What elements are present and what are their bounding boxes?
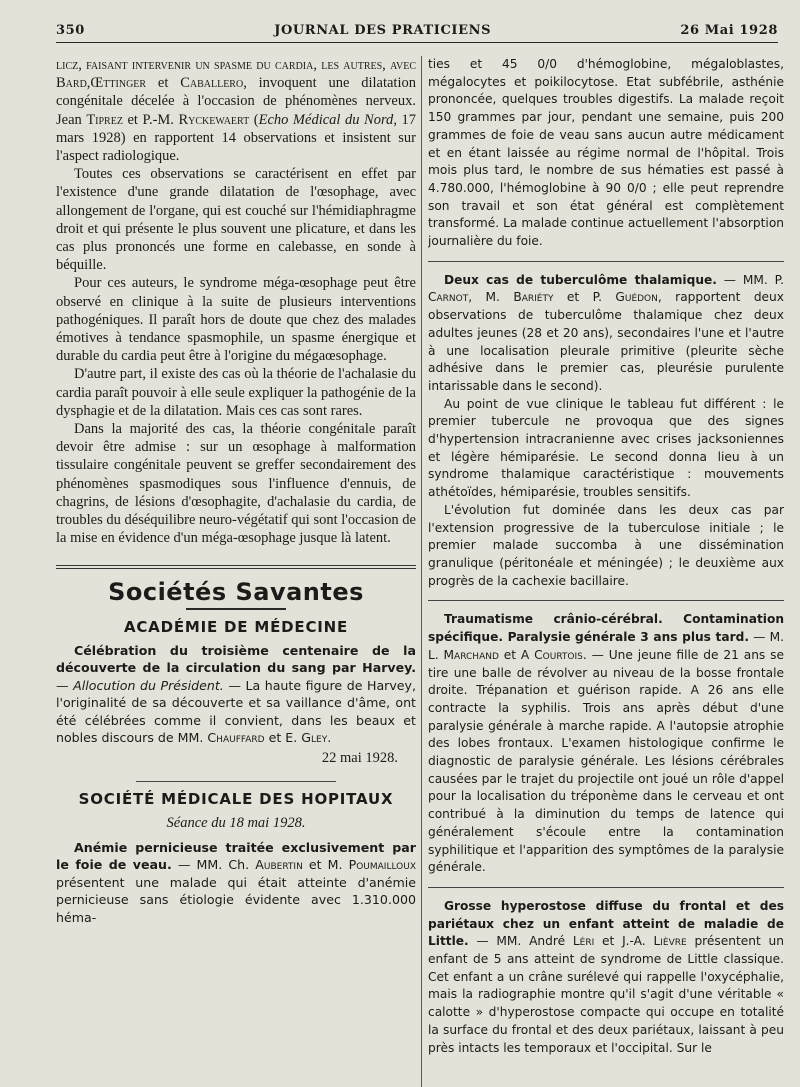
paragraph: Dans la majorité des cas, la théorie congénitale paraît devoir être admise : sur un œsophage à malformation tissulaire congénitale peuvent se greffer secondairement des phénomènes spasmodiques sous l'influence d'ennuis, de chagrins, de lésions d'œsophagite, d'achalasie du cardia, de troubles du déséquilibre neuro-végétatif qui sont l'occasion de la mise en évidence d'un méga-œsophage jusque là latent. <box>56 421 416 547</box>
seance-date: Séance du 18 mai 1928. <box>166 815 306 832</box>
paragraph: Toutes ces observations se caractérisent en effet par l'existence d'une grande dilatation de l'œsophage, avec allongement de l'organe, qui est couché sur l'hémidiaphragme droit et qui présente le plus souvent une plicature, et dans les cas plus prononcés une forme en calebasse, en sonde à béquille. <box>56 166 416 274</box>
article-hyperostose: Grosse hyperostose diffuse du frontal et des pariétaux chez un enfant atteint de maladie de Little. — MM. André Léri et J.-A. Lièvre présentent un enfant de 5 ans atteint de syndrome de Little classique. Cet enfant a un crâne surélevé qui rappelle l'oxycéphalie, mais la radiographie montre qu'il s'agit d'une véritable « calotte » d'hyperostose compacte qui occupe en totalité la surface du frontal et des deux pariétaux, laissant à peu près intacts les temporaux et l'occipital. Sur le <box>428 898 784 1055</box>
paragraph: L'évolution fut dominée dans les deux cas par l'extension progressive de la tuberculose initiale ; le premier malade succomba à une dissémination granulique (péritonéale et méningée) ; le deuxième aux progrès de la cachexie bacillaire. <box>428 502 784 588</box>
page-header <box>56 18 778 43</box>
subsection-title-hopitaux: SOCIÉTÉ MÉDICALE DES HOPITAUX <box>78 790 394 809</box>
column-divider <box>421 56 422 1087</box>
article-date: 22 mai 1928. <box>321 749 398 766</box>
paragraph: ties et 45 0/0 d'hémoglobine, mégaloblastes, mégalocytes et poikilocytose. Etat subfébrile, asthénie prononcée, quelques troubles digestifs. La malade reçoit 150 grammes par jour, pendant une semaine, puis 200 grammes de foie de veau sans aucun autre médicament et en étant laissée au régime normal de l'hôpital. Trois mois plus tard, le nombre de sus hématies est passé à 4.780.000, l'hémoglobine à 90 0/0 ; elle peut reprendre son travail et son état général est complètement transformé. La malade continue actuellement l'absorption journalière du foie. <box>428 57 784 249</box>
article-anemie: Anémie pernicieuse traitée exclusivement par le foie de veau. — MM. Ch. Aubertin et M. Poumailloux présentent une malade qui était atteinte d'anémie pernicieuse sans étiologie évidente avec 1.310.000 héma- <box>56 839 416 925</box>
article-separator <box>428 887 784 888</box>
section-title: Sociétés Savantes <box>108 578 364 607</box>
issue-date: 26 Mai 1928 <box>680 22 778 38</box>
paragraph: licz, faisant intervenir un spasme du cardia, les autres, avec Bard,Œttinger et Caballero, invoquent une dilatation congénitale décelée à l'occasion de phénomènes nerveux. Jean Tiprez et P.-M. Ryckewaert (Echo Médical du Nord, 17 mars 1928) en rapportent 14 observations et insistent sur l'aspect radiologique. <box>56 57 416 165</box>
page-number: 350 <box>56 22 85 38</box>
article-separator <box>428 600 784 601</box>
article-separator <box>428 261 784 262</box>
paragraph: D'autre part, il existe des cas où la théorie de l'achalasie du cardia paraît pouvoir à elle seule expliquer la pathogénie de la dysphagie et de la dilatation. Mais ces cas sont rares. <box>56 366 416 419</box>
article-academie: Célébration du troisième centenaire de la découverte de la circulation du sang par Harvey. — Allocution du Président. — La haute figure de Harvey, l'originalité de sa découverte et sa vaillance d'âme, ont été célébrées comme il convient, dans les beaux et nobles discours de MM. Chauffard et E. Gley. <box>56 642 416 746</box>
section-separator <box>56 565 416 569</box>
article-traumatisme: Traumatisme crânio-cérébral. Contamination spécifique. Paralysie générale 3 ans plus tard. — M. L. Marchand et A Courtois. — Une jeune fille de 21 ans se tire une balle de révolver au niveau de la bosse frontale droite. Trépanation et guérison rapide. A 26 ans elle contracte la syphilis. Trois ans après début d'une paralysie générale à marche rapide. A l'autopsie atrophie des lobes frontaux. L'examen histologique confirme le diagnostic de paralysie générale. Les lésions cérébrales causées par le trajet du projectile ont joué un rôle d'appel pour la localisation du tréponème dans le cerveau et ont contribué à la diminution du temps de latence qui généralement s'écoule entre la contamination syphilitique et l'apparition des symptômes de la paralysie générale. <box>428 612 784 875</box>
left-column <box>56 56 416 1077</box>
right-column <box>428 56 784 1077</box>
title-rule <box>186 608 286 610</box>
paragraph: Au point de vue clinique le tableau fut différent : le premier tubercule ne provoqua que des signes d'hypertension intracranienne avec crises jacksoniennes et légère hémiparésie. Le second donna lieu à un syndrome thalamique caractéristique : mouvements athétoïdes, hémiparésie, troubles sensitifs. <box>428 396 784 500</box>
subsection-separator <box>136 781 336 782</box>
subsection-title-academie: ACADÉMIE DE MÉDECINE <box>123 617 349 636</box>
paragraph: Pour ces auteurs, le syndrome méga-œsophage peut être observé en clinique à la suite de plusieurs interventions pathogéniques. Il paraît hors de doute que chez des malades émotives à tendance spasmophile, un spasme énergique et durable du cardia peut être à l'origine du mégaœsophage. <box>56 275 416 365</box>
article-tuberculome: Deux cas de tuberculôme thalamique. — MM. P. Carnot, M. Bariéty et P. Guédon, rapportent deux observations de tuberculôme thalamique chez deux adultes jeunes (28 et 20 ans), secondaires l'une et l'autre à une localisation pleurale primitive (pleurite sèche adhésive dans le premier cas, pleurésie purulente intarissable dans le second). <box>428 272 784 393</box>
journal-title: JOURNAL DES PRATICIENS <box>274 22 492 38</box>
